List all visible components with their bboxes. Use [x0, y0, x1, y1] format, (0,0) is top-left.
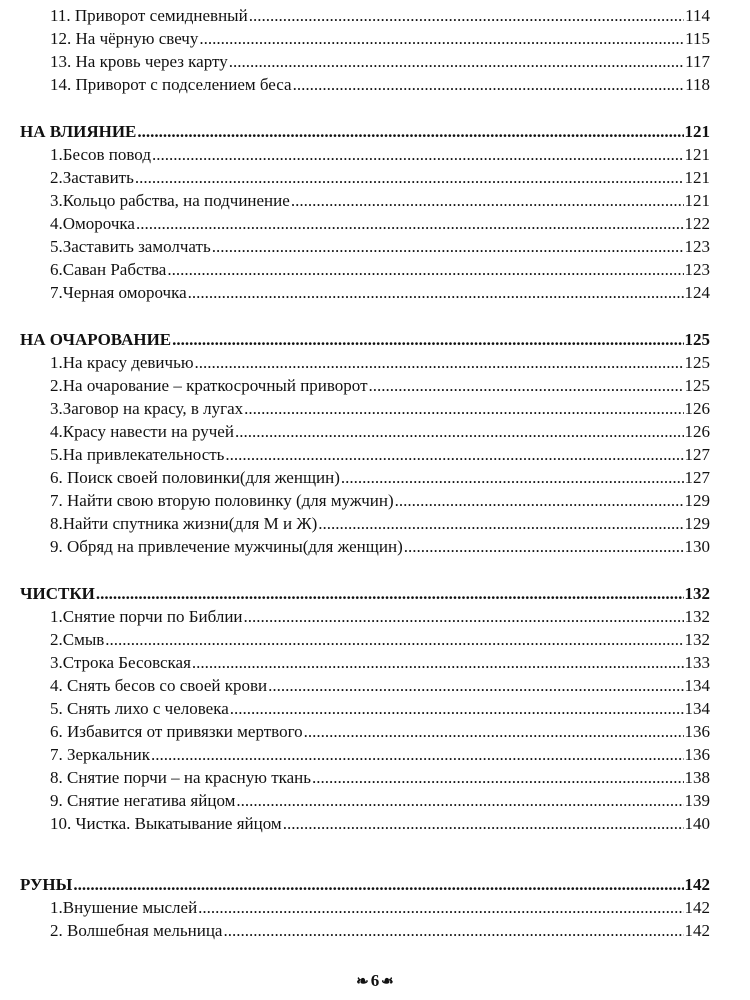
toc-entry: [20, 27, 710, 50]
toc-entry: [20, 397, 710, 420]
entry-title: 3.Заговор на красу, в лугах: [50, 399, 244, 418]
entry-title: 4.Красу навести на ручей: [50, 422, 234, 441]
page-number: 6: [370, 971, 380, 991]
entry-title: 6.Саван Рабства: [50, 260, 167, 279]
page-reference: 125: [684, 376, 710, 395]
page-reference: 124: [684, 283, 710, 302]
toc-entry: [20, 50, 710, 73]
entry-title: 11. Приворот семидневный: [50, 6, 248, 25]
dot-leader: [236, 789, 683, 812]
page-reference: 118: [685, 75, 710, 94]
page-reference: 132: [684, 630, 710, 649]
dot-leader: [291, 189, 684, 212]
right-ornament-icon: ❧: [381, 973, 394, 990]
section-title: НА ОЧАРОВАНИЕ: [20, 330, 172, 349]
entry-title: 8.Найти спутника жизни(для М и Ж): [50, 514, 318, 533]
dot-leader: [293, 73, 685, 96]
page-reference: 142: [684, 875, 710, 894]
dot-leader: [312, 766, 683, 789]
entry-title: 10. Чистка. Выкатывание яйцом: [50, 814, 282, 833]
dot-leader: [229, 50, 684, 73]
dot-leader: [199, 27, 684, 50]
page-reference: 121: [684, 122, 710, 141]
page-reference: 133: [684, 653, 710, 672]
dot-leader: [212, 235, 684, 258]
toc-entry: [20, 4, 710, 27]
dot-leader: [268, 674, 683, 697]
toc-entry: [20, 628, 710, 651]
dot-leader: [369, 374, 684, 397]
dot-leader: [198, 896, 683, 919]
entry-title: 3.Кольцо рабства, на подчинение: [50, 191, 290, 210]
entry-title: 1.На красу девичью: [50, 353, 194, 372]
dot-leader: [96, 582, 684, 605]
page-footer: [0, 970, 750, 991]
toc-section-heading: [20, 582, 710, 605]
page-reference: 138: [684, 768, 710, 787]
entry-title: 5.Заставить замолчать: [50, 237, 211, 256]
entry-title: 3.Строка Бесовская: [50, 653, 191, 672]
entry-title: 1.Бесов повод: [50, 145, 151, 164]
dot-leader: [404, 535, 684, 558]
page-reference: 140: [684, 814, 710, 833]
entry-title: 12. На чёрную свечу: [50, 29, 199, 48]
entry-title: 5.На привлекательность: [50, 445, 225, 464]
toc-entry: [20, 351, 710, 374]
entry-title: 13. На кровь через карту: [50, 52, 228, 71]
entry-title: 8. Снятие порчи – на красную ткань: [50, 768, 312, 787]
section-spacer: [20, 558, 710, 582]
toc-entry: [20, 143, 710, 166]
entry-title: 2.На очарование – краткосрочный приворот: [50, 376, 368, 395]
dot-leader: [105, 628, 683, 651]
page-reference: 121: [684, 168, 710, 187]
toc-entry: [20, 443, 710, 466]
page-reference: 125: [684, 330, 710, 349]
page-reference: 130: [684, 537, 710, 556]
dot-leader: [151, 743, 684, 766]
toc-section-heading: [20, 873, 710, 896]
dot-leader: [192, 651, 684, 674]
section-spacer: [20, 304, 710, 328]
section-title: ЧИСТКИ: [20, 584, 95, 603]
page-reference: 142: [684, 921, 710, 940]
toc-entry: [20, 896, 710, 919]
dot-leader: [230, 697, 684, 720]
entry-title: 5. Снять лихо с человека: [50, 699, 229, 718]
page-reference: 114: [685, 6, 710, 25]
dot-leader: [341, 466, 684, 489]
toc-entry: [20, 212, 710, 235]
page-reference: 132: [684, 607, 710, 626]
toc-entry: [20, 420, 710, 443]
dot-leader: [136, 212, 684, 235]
page-reference: 134: [684, 699, 710, 718]
page-reference: 126: [684, 399, 710, 418]
page-reference: 129: [684, 514, 710, 533]
toc-section-heading: [20, 120, 710, 143]
toc-entry: [20, 466, 710, 489]
dot-leader: [73, 873, 683, 896]
entry-title: 4. Снять бесов со своей крови: [50, 676, 268, 695]
dot-leader: [225, 443, 683, 466]
entry-title: 7. Зеркальник: [50, 745, 150, 764]
entry-title: 6. Поиск своей половинки(для женщин): [50, 468, 340, 487]
dot-leader: [395, 489, 684, 512]
dot-leader: [152, 143, 684, 166]
page-reference: 123: [684, 237, 710, 256]
toc-entry: [20, 512, 710, 535]
dot-leader: [244, 605, 684, 628]
toc-entry: [20, 720, 710, 743]
entry-title: 2.Заставить: [50, 168, 134, 187]
dot-leader: [135, 166, 684, 189]
dot-leader: [283, 812, 684, 835]
dot-leader: [188, 281, 684, 304]
toc-entry: [20, 743, 710, 766]
page-reference: 117: [685, 52, 710, 71]
dot-leader: [137, 120, 683, 143]
toc-entry: [20, 73, 710, 96]
entry-title: 4.Оморочка: [50, 214, 135, 233]
toc-entry: [20, 919, 710, 942]
toc-entry: [20, 605, 710, 628]
page-reference: 136: [684, 745, 710, 764]
page-reference: 125: [684, 353, 710, 372]
entry-title: 14. Приворот с подселением беса: [50, 75, 292, 94]
entry-title: 2.Смыв: [50, 630, 105, 649]
entry-title: 7.Черная оморочка: [50, 283, 187, 302]
toc-entry: [20, 166, 710, 189]
page-reference: 121: [684, 191, 710, 210]
page-reference: 132: [684, 584, 710, 603]
toc-entry: [20, 189, 710, 212]
toc-entry: [20, 789, 710, 812]
page-reference: 139: [684, 791, 710, 810]
page-reference: 129: [684, 491, 710, 510]
page-reference: 142: [684, 898, 710, 917]
toc-entry: [20, 235, 710, 258]
page-reference: 122: [684, 214, 710, 233]
section-spacer: [20, 96, 710, 120]
toc-entry: [20, 674, 710, 697]
toc-entry: [20, 697, 710, 720]
entry-title: 7. Найти свою вторую половинку (для мужчин): [50, 491, 394, 510]
entry-title: 9. Обряд на привлечение мужчины(для женщин): [50, 537, 403, 556]
page-reference: 136: [684, 722, 710, 741]
page-reference: 127: [684, 468, 710, 487]
left-ornament-icon: ❧: [356, 973, 369, 990]
toc-entry: [20, 535, 710, 558]
entry-title: 2. Волшебная мельница: [50, 921, 223, 940]
page-reference: 134: [684, 676, 710, 695]
dot-leader: [167, 258, 683, 281]
toc-entry: [20, 812, 710, 835]
toc-entry: [20, 489, 710, 512]
page-reference: 126: [684, 422, 710, 441]
page-reference: 127: [684, 445, 710, 464]
toc-section-heading: [20, 328, 710, 351]
entry-title: 1.Внушение мыслей: [50, 898, 198, 917]
dot-leader: [304, 720, 684, 743]
table-of-contents: [20, 4, 710, 942]
toc-entry: [20, 766, 710, 789]
entry-title: 1.Снятие порчи по Библии: [50, 607, 243, 626]
dot-leader: [195, 351, 684, 374]
section-title: РУНЫ: [20, 875, 73, 894]
toc-entry: [20, 374, 710, 397]
page-reference: 123: [684, 260, 710, 279]
page-reference: 121: [684, 145, 710, 164]
entry-title: 9. Снятие негатива яйцом: [50, 791, 236, 810]
dot-leader: [318, 512, 683, 535]
dot-leader: [249, 4, 684, 27]
page-reference: 115: [685, 29, 710, 48]
dot-leader: [223, 919, 683, 942]
toc-entry: [20, 651, 710, 674]
toc-entry: [20, 258, 710, 281]
dot-leader: [244, 397, 683, 420]
dot-leader: [235, 420, 684, 443]
toc-entry: [20, 281, 710, 304]
dot-leader: [172, 328, 683, 351]
section-title: НА ВЛИЯНИЕ: [20, 122, 137, 141]
section-spacer: [20, 835, 710, 873]
entry-title: 6. Избавится от привязки мертвого: [50, 722, 303, 741]
